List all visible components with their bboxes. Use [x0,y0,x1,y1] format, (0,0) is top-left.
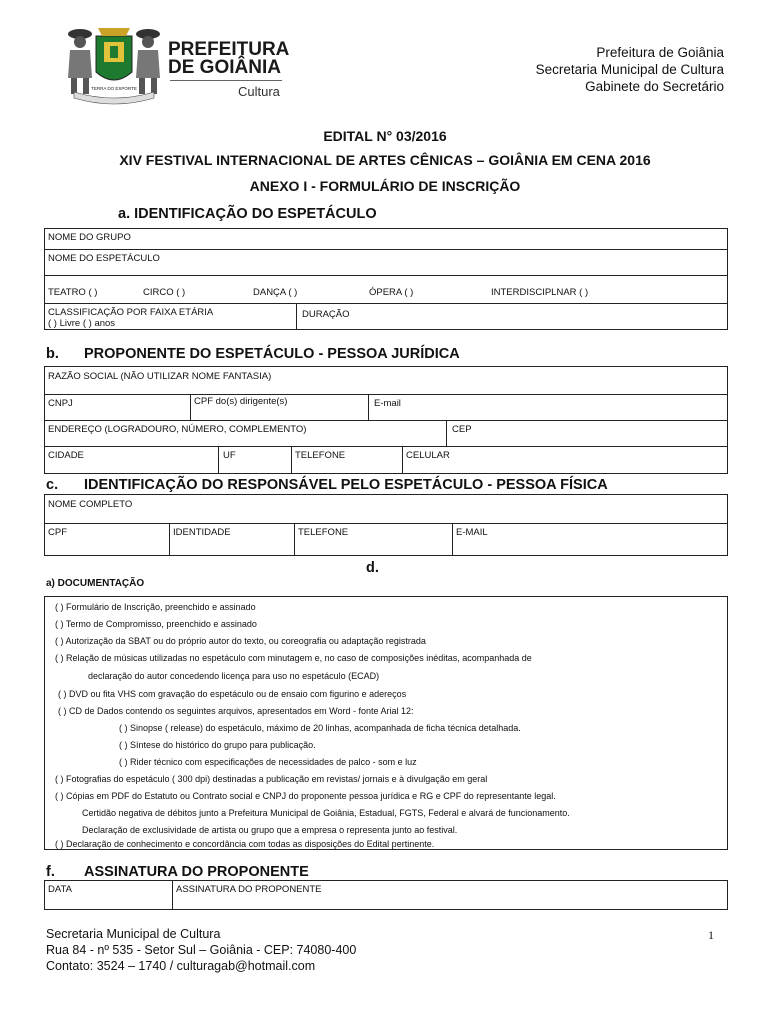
header-line2: Secretaria Municipal de Cultura [535,62,724,77]
teatro-checkbox[interactable]: TEATRO ( ) [48,287,98,298]
section-c-title: IDENTIFICAÇÃO DO RESPONSÁVEL PELO ESPETÁCULO - PESSOA FÍSICA [84,477,608,493]
logo-subtitle: Cultura [238,84,280,99]
data-field[interactable]: DATA [48,884,72,895]
doc-item-concordancia[interactable]: ( ) Declaração de conhecimento e concordância com todas as disposições do Edital pertinente. [55,839,435,849]
nome-espetaculo-field[interactable]: NOME DO ESPETÁCULO [48,253,160,264]
identidade-field[interactable]: IDENTIDADE [173,527,231,538]
telefone-c-field[interactable]: TELEFONE [298,527,349,538]
section-b-table [44,366,728,474]
classificacao-label: CLASSIFICAÇÃO POR FAIXA ETÁRIA [48,307,214,318]
opera-checkbox[interactable]: ÓPERA ( ) [369,287,414,298]
celular-field[interactable]: CELULAR [406,450,450,461]
email-c-field[interactable]: E-MAIL [456,527,488,538]
section-c-letter: c. [46,477,59,493]
doc-subitem-rider[interactable]: ( ) Rider técnico com especificações de necessidades de palco - som e luz [119,757,417,767]
danca-checkbox[interactable]: DANÇA ( ) [253,287,298,298]
section-a-table [44,228,728,330]
assinatura-field[interactable]: ASSINATURA DO PROPONENTE [176,884,322,895]
section-f-letter: f. [46,864,55,880]
footer-line1: Secretaria Municipal de Cultura [46,927,221,941]
section-d-letter: d. [366,560,379,576]
cep-field[interactable]: CEP [452,424,472,435]
doc-item-fotografias[interactable]: ( ) Fotografias do espetáculo ( 300 dpi) destinadas a publicação em revistas/ jornais e à divulgação em geral [55,774,488,784]
logo-divider [170,80,282,81]
nome-grupo-field[interactable]: NOME DO GRUPO [48,232,131,243]
endereco-field[interactable]: ENDEREÇO (LOGRADOURO, NÚMERO, COMPLEMENTO) [48,424,307,435]
nome-completo-field[interactable]: NOME COMPLETO [48,499,133,510]
doc-item-certidao: Certidão negativa de débitos junto a Prefeitura Municipal de Goiânia, Estadual, FGTS, Federal e alvará de funcionamento. [82,808,570,818]
seal-ribbon-text: TERRA DO ESPORTE [91,86,137,91]
edital-title: EDITAL N° 03/2016 [323,128,447,144]
doc-item-sbat[interactable]: ( ) Autorização da SBAT ou do próprio autor do texto, ou coreografia ou adaptação registrada [55,636,426,646]
cnpj-field[interactable]: CNPJ [48,398,73,409]
doc-item-dvd[interactable]: ( ) DVD ou fita VHS com gravação do espetáculo ou de ensaio com figurino e adereços [58,689,407,699]
footer-line3: Contato: 3524 – 1740 / culturagab@hotmail.com [46,959,316,973]
header-line3: Gabinete do Secretário [585,79,724,94]
email-field[interactable]: E-mail [374,398,401,409]
doc-item-termo[interactable]: ( ) Termo de Compromisso, preenchido e assinado [55,619,257,629]
logo-title-line1: PREFEITURA [168,39,290,60]
doc-item-exclusividade: Declaração de exclusividade de artista ou grupo que a empresa o representa junto ao festival. [82,825,458,835]
cidade-field[interactable]: CIDADE [48,450,84,461]
section-f-table [44,880,728,910]
interdisciplinar-checkbox[interactable]: INTERDISCIPLNAR ( ) [491,287,589,298]
festival-title: XIV FESTIVAL INTERNACIONAL DE ARTES CÊNICAS – GOIÂNIA EM CENA 2016 [119,152,651,168]
duracao-field[interactable]: DURAÇÃO [302,309,350,320]
logo-title-line2: DE GOIÂNIA [168,57,281,78]
footer-line2: Rua 84 - nº 535 - Setor Sul – Goiânia - CEP: 74080-400 [46,943,357,957]
documentacao-box [44,596,728,850]
section-a-title: a. IDENTIFICAÇÃO DO ESPETÁCULO [118,206,377,222]
prefeitura-logo [44,14,294,106]
anexo-title: ANEXO I - FORMULÁRIO DE INSCRIÇÃO [249,178,521,194]
header-right [536,44,724,95]
razao-social-field[interactable]: RAZÃO SOCIAL (NÃO UTILIZAR NOME FANTASIA) [48,371,272,382]
page-number: 1 [708,928,714,942]
doc-item-copias[interactable]: ( ) Cópias em PDF do Estatuto ou Contrato social e CNPJ do proponente pessoa jurídica e RG e CPF do representante legal. [55,791,556,801]
uf-field[interactable]: UF [223,450,236,461]
documentacao-subtitle: a) DOCUMENTAÇÃO [46,578,145,589]
section-c-table [44,494,728,556]
section-b-letter: b. [46,346,59,362]
doc-item-musicas-cont: declaração do autor concedendo licença para uso no espetáculo (ECAD) [88,671,380,681]
cpf-dirigente-field[interactable]: CPF do(s) dirigente(s) [194,396,288,407]
doc-item-formulario[interactable]: ( ) Formulário de Inscrição, preenchido e assinado [55,602,256,612]
doc-item-cd[interactable]: ( ) CD de Dados contendo os seguintes arquivos, apresentados em Word - fonte Arial 12: [58,706,414,716]
doc-subitem-sintese[interactable]: ( ) Síntese do histórico do grupo para publicação. [119,740,316,750]
section-f-title: ASSINATURA DO PROPONENTE [84,864,309,880]
circo-checkbox[interactable]: CIRCO ( ) [143,287,186,298]
footer [46,926,356,974]
section-b-title: PROPONENTE DO ESPETÁCULO - PESSOA JURÍDICA [84,346,460,362]
doc-item-musicas[interactable]: ( ) Relação de músicas utilizadas no espetáculo com minutagem e, no caso de composições inéditas, acompanhada de [55,653,532,663]
header-line1: Prefeitura de Goiânia [596,45,724,60]
telefone-field[interactable]: TELEFONE [295,450,346,461]
classificacao-options[interactable]: ( ) Livre ( ) anos [48,318,116,329]
cpf-field[interactable]: CPF [48,527,67,538]
doc-subitem-sinopse[interactable]: ( ) Sinopse ( release) do espetáculo, máximo de 20 linhas, acompanhada de ficha técnica detalhada. [119,723,521,733]
